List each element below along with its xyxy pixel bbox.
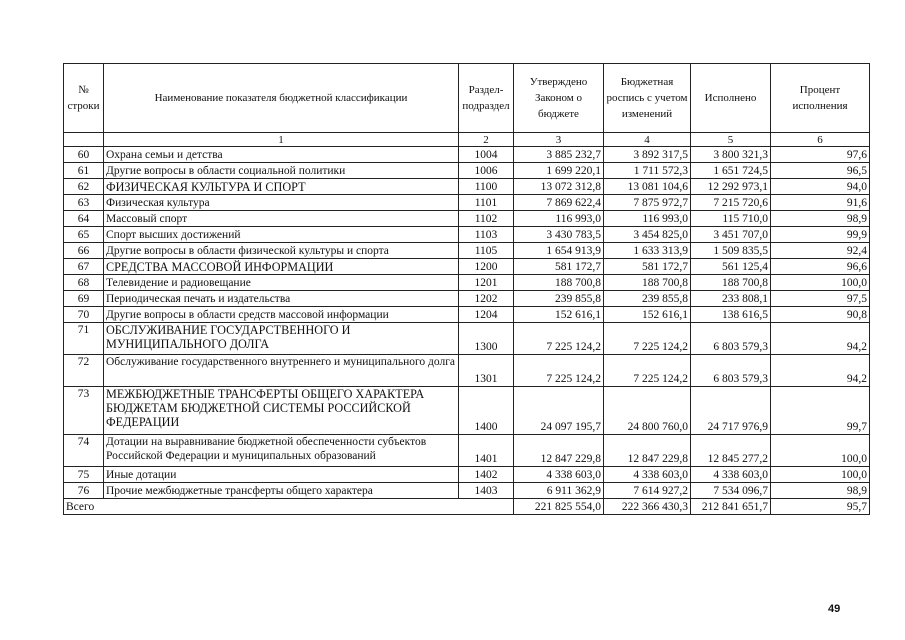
indicator-name: Периодическая печать и издательства bbox=[104, 291, 459, 307]
indicator-name: ФИЗИЧЕСКАЯ КУЛЬТУРА И СПОРТ bbox=[104, 179, 459, 195]
budget-list-value: 116 993,0 bbox=[604, 211, 691, 227]
total-label: Всего bbox=[64, 499, 514, 515]
table-row bbox=[64, 355, 870, 387]
executed-value: 561 125,4 bbox=[691, 259, 771, 275]
indicator-name: Охрана семьи и детства bbox=[104, 147, 459, 163]
row-number: 68 bbox=[64, 275, 104, 291]
approved-value: 3 430 783,5 bbox=[514, 227, 604, 243]
executed-value: 138 616,5 bbox=[691, 307, 771, 323]
section-code: 1105 bbox=[459, 243, 514, 259]
budget-list-value: 7 225 124,2 bbox=[604, 323, 691, 355]
percent-value: 97,5 bbox=[771, 291, 870, 307]
indicator-name: Другие вопросы в области средств массовой информации bbox=[104, 307, 459, 323]
indicator-name: Другие вопросы в области социальной политики bbox=[104, 163, 459, 179]
row-number: 65 bbox=[64, 227, 104, 243]
percent-value: 96,6 bbox=[771, 259, 870, 275]
percent-value: 92,4 bbox=[771, 243, 870, 259]
section-code: 1006 bbox=[459, 163, 514, 179]
percent-value: 99,7 bbox=[771, 387, 870, 435]
row-number: 64 bbox=[64, 211, 104, 227]
table-row bbox=[64, 323, 870, 355]
header-indicator-name: Наименование показателя бюджетной классификации bbox=[104, 64, 459, 133]
approved-value: 1 654 913,9 bbox=[514, 243, 604, 259]
table-row bbox=[64, 179, 870, 195]
indicator-name: Иные дотации bbox=[104, 467, 459, 483]
column-number: 3 bbox=[514, 133, 604, 147]
percent-value: 97,6 bbox=[771, 147, 870, 163]
row-number: 63 bbox=[64, 195, 104, 211]
row-number: 71 bbox=[64, 323, 104, 355]
executed-value: 24 717 976,9 bbox=[691, 387, 771, 435]
header-approved: Утверждено Законом о бюджете bbox=[514, 64, 604, 133]
row-number: 62 bbox=[64, 179, 104, 195]
budget-list-value: 7 225 124,2 bbox=[604, 355, 691, 387]
section-code: 1400 bbox=[459, 387, 514, 435]
approved-value: 7 225 124,2 bbox=[514, 355, 604, 387]
percent-value: 94,0 bbox=[771, 179, 870, 195]
approved-value: 7 225 124,2 bbox=[514, 323, 604, 355]
table-row bbox=[64, 387, 870, 435]
executed-value: 7 215 720,6 bbox=[691, 195, 771, 211]
budget-list-value: 4 338 603,0 bbox=[604, 467, 691, 483]
row-number: 76 bbox=[64, 483, 104, 499]
row-number: 67 bbox=[64, 259, 104, 275]
budget-list-value: 581 172,7 bbox=[604, 259, 691, 275]
indicator-name: СРЕДСТВА МАССОВОЙ ИНФОРМАЦИИ bbox=[104, 259, 459, 275]
indicator-name: Массовый спорт bbox=[104, 211, 459, 227]
section-code: 1100 bbox=[459, 179, 514, 195]
table-row bbox=[64, 291, 870, 307]
approved-value: 239 855,8 bbox=[514, 291, 604, 307]
section-code: 1004 bbox=[459, 147, 514, 163]
budget-table bbox=[63, 63, 870, 515]
indicator-name: Физическая культура bbox=[104, 195, 459, 211]
indicator-name: Прочие межбюджетные трансферты общего характера bbox=[104, 483, 459, 499]
executed-value: 1 651 724,5 bbox=[691, 163, 771, 179]
percent-value: 99,9 bbox=[771, 227, 870, 243]
row-number: 73 bbox=[64, 387, 104, 435]
table-row bbox=[64, 275, 870, 291]
approved-value: 12 847 229,8 bbox=[514, 435, 604, 467]
header-budget-list: Бюджетная роспись с учетом изменений bbox=[604, 64, 691, 133]
column-number-row bbox=[64, 133, 870, 147]
row-number: 61 bbox=[64, 163, 104, 179]
approved-value: 4 338 603,0 bbox=[514, 467, 604, 483]
row-number: 75 bbox=[64, 467, 104, 483]
percent-value: 91,6 bbox=[771, 195, 870, 211]
executed-value: 12 845 277,2 bbox=[691, 435, 771, 467]
total-executed: 212 841 651,7 bbox=[691, 499, 771, 515]
row-number: 66 bbox=[64, 243, 104, 259]
budget-list-value: 7 614 927,2 bbox=[604, 483, 691, 499]
table-row bbox=[64, 163, 870, 179]
column-number: 6 bbox=[771, 133, 870, 147]
column-number: 2 bbox=[459, 133, 514, 147]
section-code: 1101 bbox=[459, 195, 514, 211]
percent-value: 100,0 bbox=[771, 435, 870, 467]
indicator-name: Дотации на выравнивание бюджетной обеспеченности субъектов Российской Федерации и муниципальных образований bbox=[104, 435, 459, 467]
approved-value: 152 616,1 bbox=[514, 307, 604, 323]
section-code: 1401 bbox=[459, 435, 514, 467]
executed-value: 4 338 603,0 bbox=[691, 467, 771, 483]
budget-list-value: 3 892 317,5 bbox=[604, 147, 691, 163]
percent-value: 100,0 bbox=[771, 275, 870, 291]
column-number: 4 bbox=[604, 133, 691, 147]
executed-value: 233 808,1 bbox=[691, 291, 771, 307]
indicator-name: Другие вопросы в области физической культуры и спорта bbox=[104, 243, 459, 259]
approved-value: 581 172,7 bbox=[514, 259, 604, 275]
table-row bbox=[64, 467, 870, 483]
executed-value: 115 710,0 bbox=[691, 211, 771, 227]
header-section-code: Раздел-подраздел bbox=[459, 64, 514, 133]
budget-list-value: 24 800 760,0 bbox=[604, 387, 691, 435]
executed-value: 3 451 707,0 bbox=[691, 227, 771, 243]
approved-value: 1 699 220,1 bbox=[514, 163, 604, 179]
approved-value: 6 911 362,9 bbox=[514, 483, 604, 499]
row-number: 70 bbox=[64, 307, 104, 323]
section-code: 1403 bbox=[459, 483, 514, 499]
column-number: 1 bbox=[104, 133, 459, 147]
executed-value: 188 700,8 bbox=[691, 275, 771, 291]
table-row bbox=[64, 147, 870, 163]
section-code: 1202 bbox=[459, 291, 514, 307]
header-percent: Процент исполнения bbox=[771, 64, 870, 133]
budget-list-value: 7 875 972,7 bbox=[604, 195, 691, 211]
column-number bbox=[64, 133, 104, 147]
total-row bbox=[64, 499, 870, 515]
executed-value: 12 292 973,1 bbox=[691, 179, 771, 195]
table-row bbox=[64, 211, 870, 227]
indicator-name: Обслуживание государственного внутреннего и муниципального долга bbox=[104, 355, 459, 387]
percent-value: 98,9 bbox=[771, 483, 870, 499]
table-row bbox=[64, 195, 870, 211]
row-number: 69 bbox=[64, 291, 104, 307]
budget-list-value: 188 700,8 bbox=[604, 275, 691, 291]
row-number: 74 bbox=[64, 435, 104, 467]
column-number: 5 bbox=[691, 133, 771, 147]
percent-value: 98,9 bbox=[771, 211, 870, 227]
executed-value: 6 803 579,3 bbox=[691, 355, 771, 387]
executed-value: 7 534 096,7 bbox=[691, 483, 771, 499]
budget-list-value: 152 616,1 bbox=[604, 307, 691, 323]
section-code: 1200 bbox=[459, 259, 514, 275]
page-number: 49 bbox=[828, 603, 841, 615]
table-row bbox=[64, 243, 870, 259]
percent-value: 94,2 bbox=[771, 323, 870, 355]
percent-value: 100,0 bbox=[771, 467, 870, 483]
executed-value: 6 803 579,3 bbox=[691, 323, 771, 355]
percent-value: 90,8 bbox=[771, 307, 870, 323]
header-row-number: № строки bbox=[64, 64, 104, 133]
approved-value: 188 700,8 bbox=[514, 275, 604, 291]
header-executed: Исполнено bbox=[691, 64, 771, 133]
percent-value: 94,2 bbox=[771, 355, 870, 387]
section-code: 1301 bbox=[459, 355, 514, 387]
budget-list-value: 3 454 825,0 bbox=[604, 227, 691, 243]
budget-list-value: 12 847 229,8 bbox=[604, 435, 691, 467]
executed-value: 3 800 321,3 bbox=[691, 147, 771, 163]
percent-value: 96,5 bbox=[771, 163, 870, 179]
section-code: 1102 bbox=[459, 211, 514, 227]
table-row bbox=[64, 259, 870, 275]
table-row bbox=[64, 435, 870, 467]
approved-value: 24 097 195,7 bbox=[514, 387, 604, 435]
section-code: 1300 bbox=[459, 323, 514, 355]
table-row bbox=[64, 307, 870, 323]
indicator-name: МЕЖБЮДЖЕТНЫЕ ТРАНСФЕРТЫ ОБЩЕГО ХАРАКТЕРА БЮДЖЕТАМ БЮДЖЕТНОЙ СИСТЕМЫ РОССИЙСКОЙ ФЕДЕРАЦИИ bbox=[104, 387, 459, 435]
approved-value: 7 869 622,4 bbox=[514, 195, 604, 211]
table-row bbox=[64, 227, 870, 243]
table-body bbox=[64, 147, 870, 499]
executed-value: 1 509 835,5 bbox=[691, 243, 771, 259]
table-header bbox=[64, 64, 870, 147]
indicator-name: Телевидение и радиовещание bbox=[104, 275, 459, 291]
section-code: 1103 bbox=[459, 227, 514, 243]
row-number: 60 bbox=[64, 147, 104, 163]
budget-list-value: 13 081 104,6 bbox=[604, 179, 691, 195]
indicator-name: Спорт высших достижений bbox=[104, 227, 459, 243]
approved-value: 3 885 232,7 bbox=[514, 147, 604, 163]
indicator-name: ОБСЛУЖИВАНИЕ ГОСУДАРСТВЕННОГО И МУНИЦИПАЛЬНОГО ДОЛГА bbox=[104, 323, 459, 355]
budget-list-value: 239 855,8 bbox=[604, 291, 691, 307]
section-code: 1402 bbox=[459, 467, 514, 483]
total-approved: 221 825 554,0 bbox=[514, 499, 604, 515]
section-code: 1201 bbox=[459, 275, 514, 291]
budget-list-value: 1 711 572,3 bbox=[604, 163, 691, 179]
row-number: 72 bbox=[64, 355, 104, 387]
approved-value: 116 993,0 bbox=[514, 211, 604, 227]
total-budget-list: 222 366 430,3 bbox=[604, 499, 691, 515]
total-percent: 95,7 bbox=[771, 499, 870, 515]
table-row bbox=[64, 483, 870, 499]
budget-list-value: 1 633 313,9 bbox=[604, 243, 691, 259]
approved-value: 13 072 312,8 bbox=[514, 179, 604, 195]
section-code: 1204 bbox=[459, 307, 514, 323]
